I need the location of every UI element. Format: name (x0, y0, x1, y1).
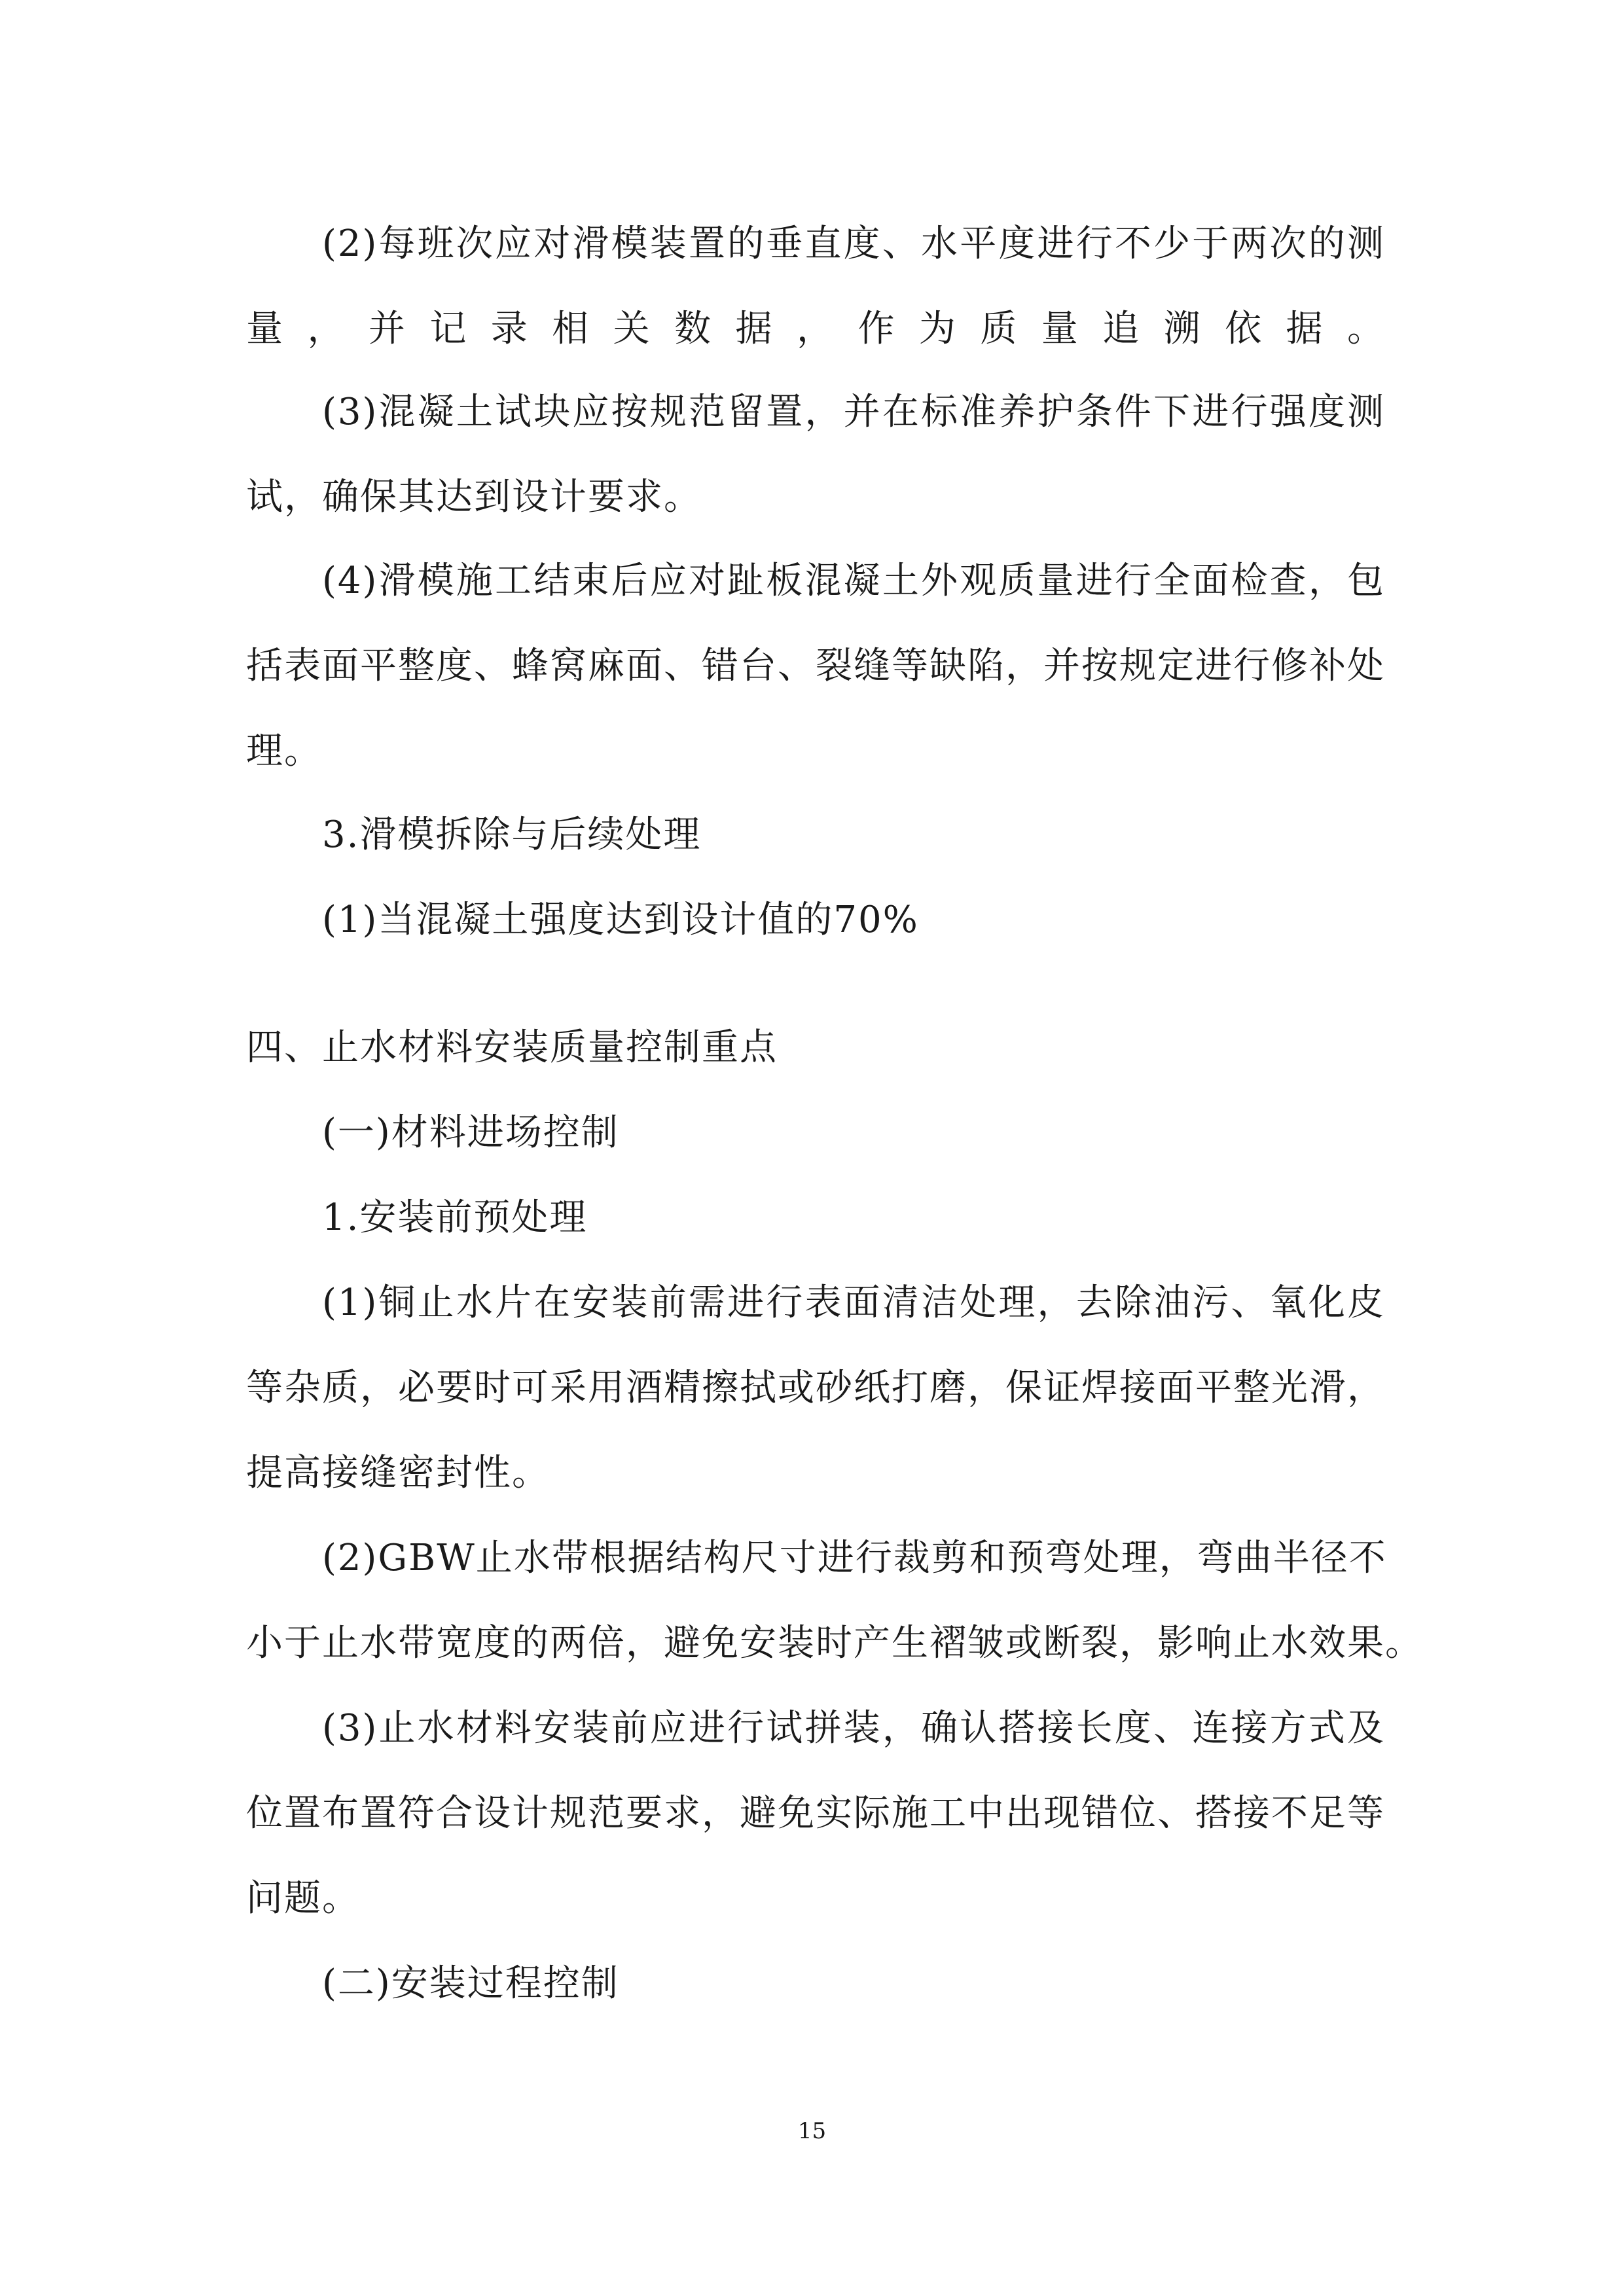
subsection-heading: (二)安装过程控制 (322, 1962, 619, 2005)
paragraph-line: 量，并记录相关数据，作为质量追溯依据。 (246, 308, 1385, 350)
paragraph-line: 问题。 (246, 1877, 360, 1920)
paragraph-line: (3)止水材料安装前应进行试拼装，确认搭接长度、连接方式及 (322, 1707, 1385, 1749)
paragraph-line: (4)滑模施工结束后应对趾板混凝土外观质量进行全面检查，包 (322, 560, 1385, 602)
page-number: 15 (797, 2118, 827, 2144)
paragraph-line: 理。 (246, 730, 322, 772)
paragraph-line: (1)铜止水片在安装前需进行表面清洁处理，去除油污、氧化皮 (322, 1282, 1385, 1324)
paragraph-line: (1)当混凝土强度达到设计值的70% (322, 899, 919, 941)
paragraph-line: 提高接缝密封性。 (246, 1452, 550, 1494)
paragraph-line: 等杂质，必要时可采用酒精擦拭或砂纸打磨，保证焊接面平整光滑， (246, 1367, 1385, 1409)
paragraph-line: 括表面平整度、蜂窝麻面、错台、裂缝等缺陷，并按规定进行修补处 (246, 645, 1385, 687)
chapter-heading: 四、止水材料安装质量控制重点 (246, 1026, 778, 1069)
paragraph-line: (3)混凝土试块应按规范留置，并在标准养护条件下进行强度测 (322, 391, 1385, 433)
paragraph-line: (2)每班次应对滑模装置的垂直度、水平度进行不少于两次的测 (322, 223, 1385, 265)
paragraph-line: 位置布置符合设计规范要求，避免实际施工中出现错位、搭接不足等 (246, 1792, 1385, 1835)
section-heading: 1.安装前预处理 (322, 1196, 588, 1239)
paragraph-line: (2)GBW止水带根据结构尺寸进行裁剪和预弯处理，弯曲半径不 (322, 1537, 1387, 1579)
paragraph-line: 试，确保其达到设计要求。 (246, 476, 702, 518)
section-heading: 3.滑模拆除与后续处理 (322, 814, 702, 856)
subsection-heading: (一)材料进场控制 (322, 1111, 619, 1154)
paragraph-line: 小于止水带宽度的两倍，避免安装时产生褶皱或断裂，影响止水效果。 (246, 1622, 1423, 1664)
